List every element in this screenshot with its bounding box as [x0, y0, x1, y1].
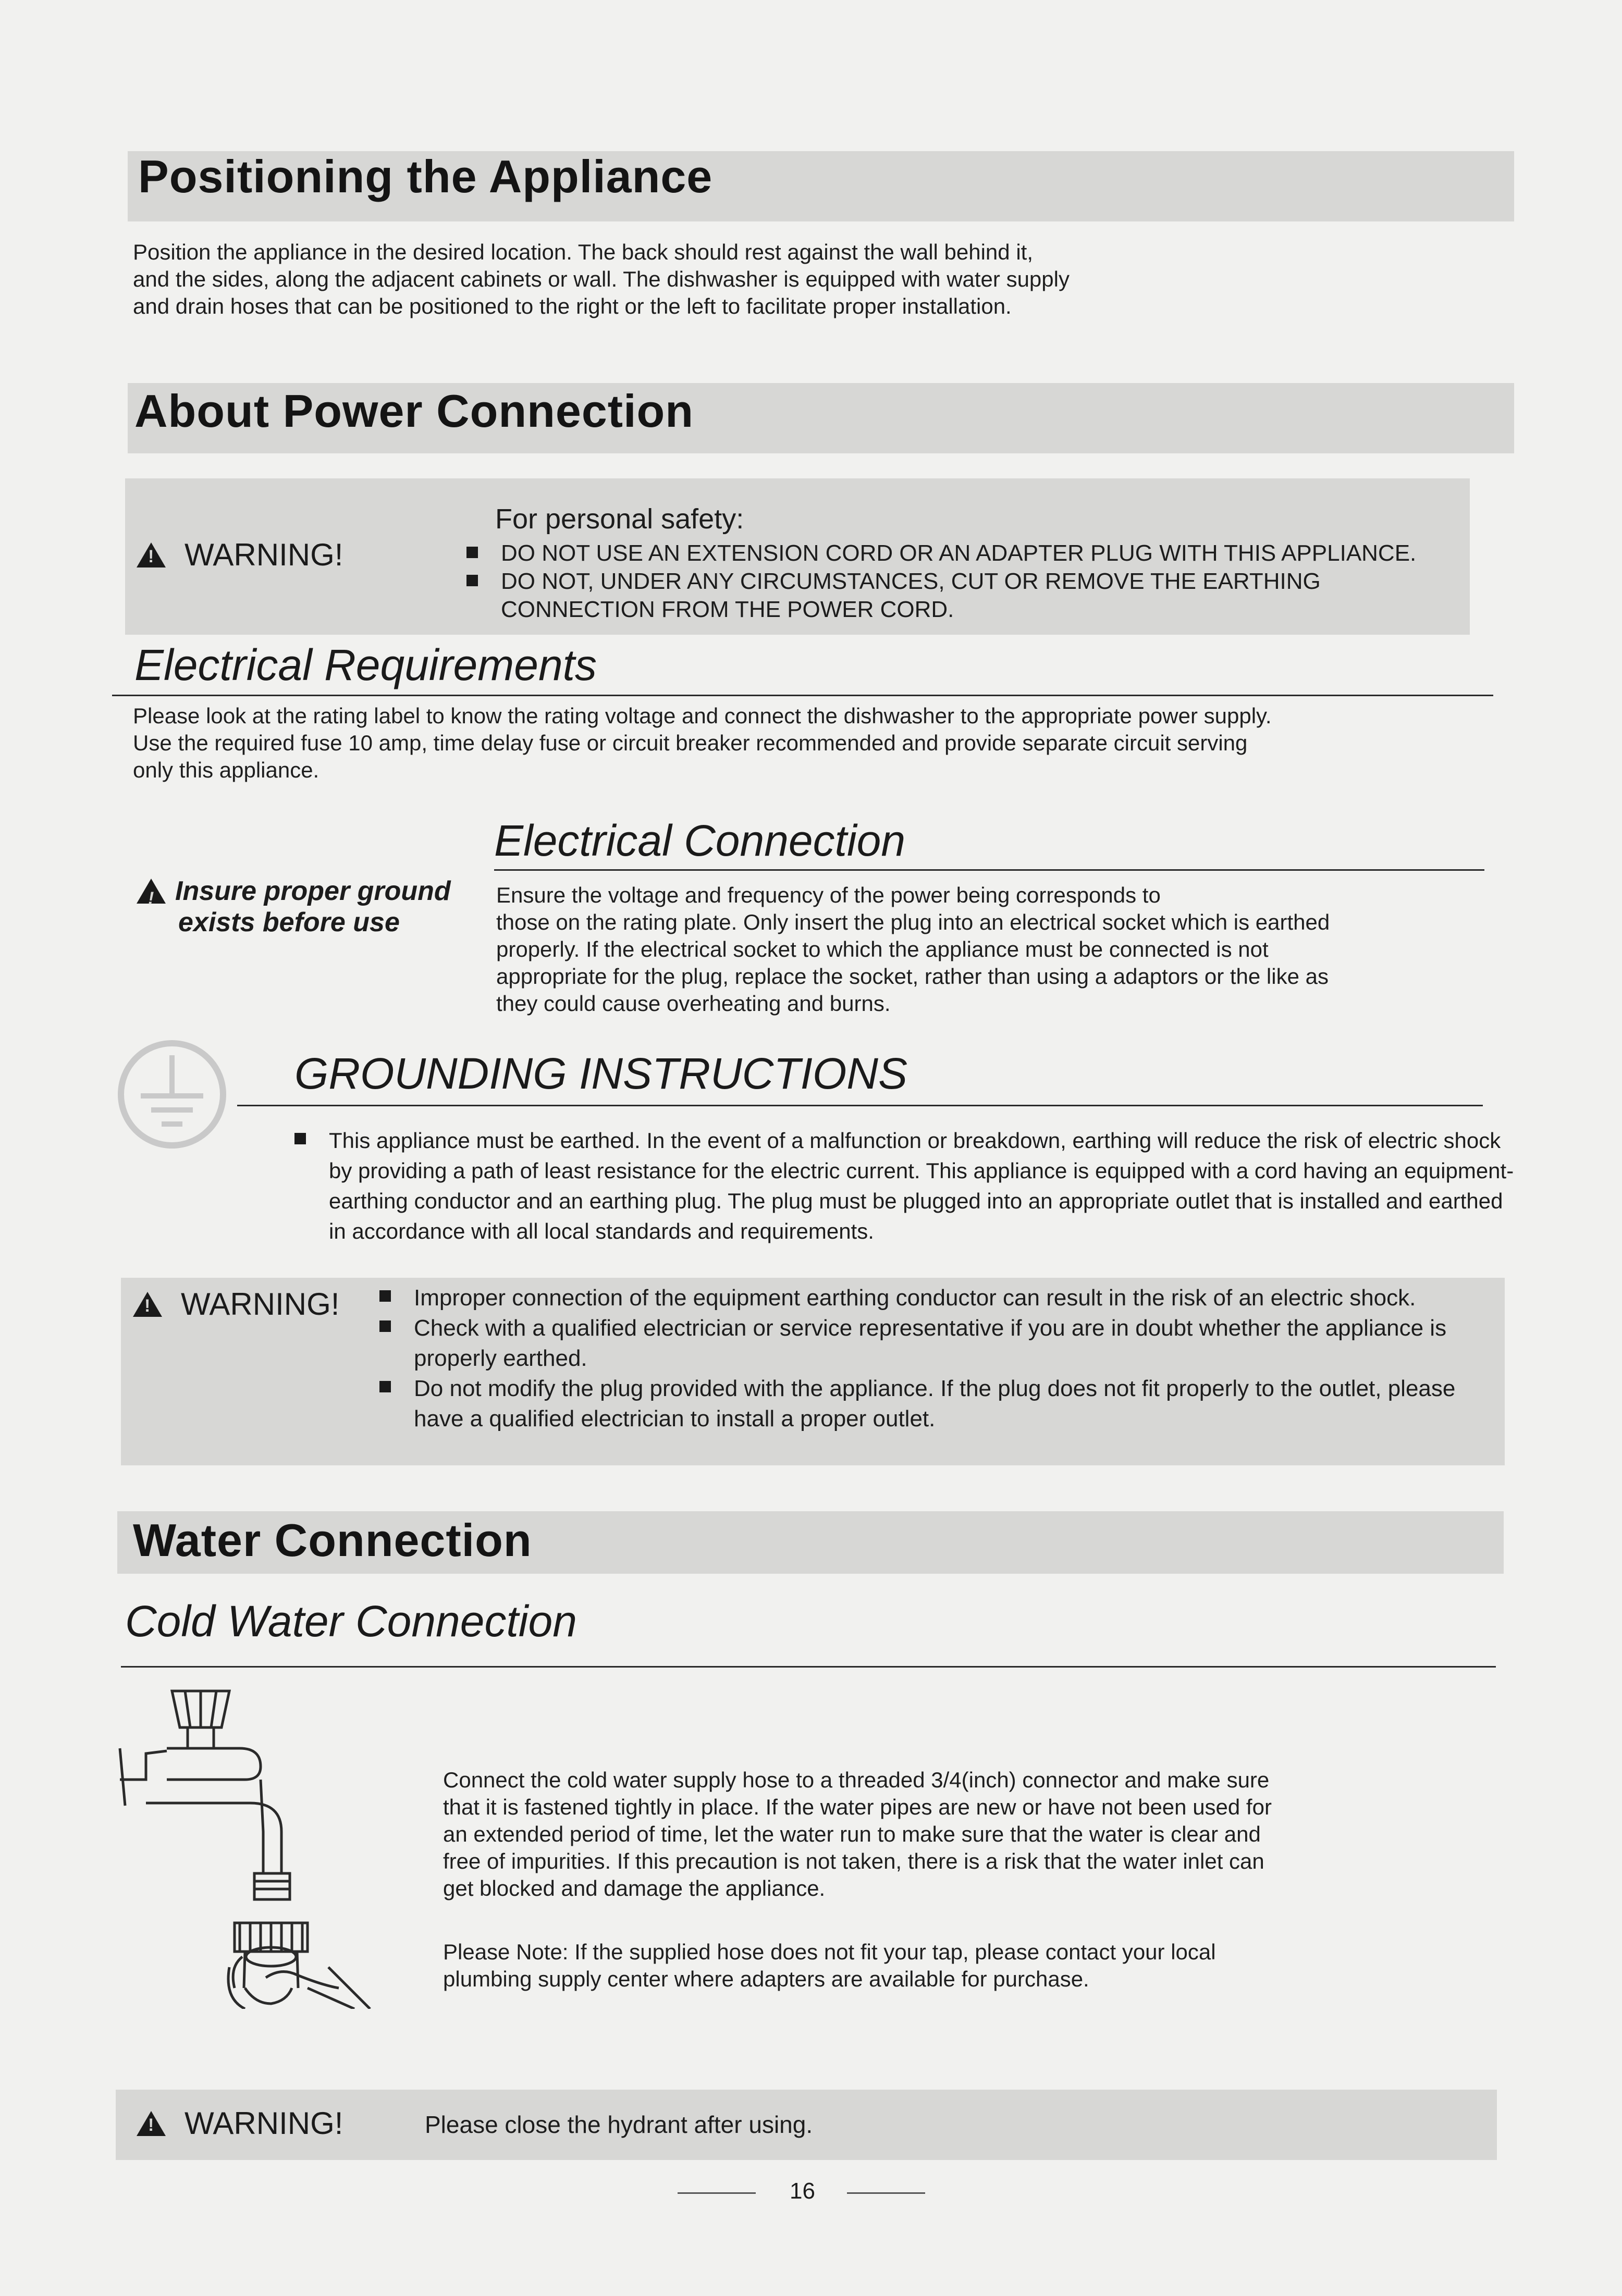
- water-warning-label: ! WARNING!: [137, 2105, 343, 2141]
- cold-water-note: Please Note: If the supplied hose does not fit your tap, please contact your local plumbing supply center where adapters are available for purchase.: [443, 1940, 1216, 1991]
- power-warning-label: ! WARNING!: [137, 537, 343, 573]
- positioning-body: Position the appliance in the desired location. The back should rest against the wall behind it, and the sides, along the adjacent cabinets or wall. The dishwasher is equipped with water supply and drain hoses that can be positioned to the right or the left to facilitate proper installation.: [133, 240, 1070, 318]
- grounding-warning-label: ! WARNING!: [133, 1286, 339, 1322]
- safety-heading: For personal safety:: [495, 503, 744, 535]
- electrical-requirements-body: Please look at the rating label to know the rating voltage and connect the dishwasher to the appropriate power supply. Use the required fuse 10 amp, time delay fuse or circuit breaker recommended and provide separate circuit serving only this appliance.: [133, 703, 1272, 782]
- list-item: DO NOT USE AN EXTENSION CORD OR AN ADAPTER PLUG WITH THIS APPLIANCE.: [466, 539, 1472, 567]
- list-item: Do not modify the plug provided with the appliance. If the plug does not fit properly to the outlet, please have a qualified electrician to install a proper outlet.: [379, 1374, 1464, 1434]
- section-title-electrical-connection: Electrical Connection: [494, 816, 906, 865]
- subsection-title-cold-water: Cold Water Connection: [125, 1597, 577, 1646]
- page-number-rule-right: [847, 2192, 925, 2194]
- section-title-electrical-requirements: Electrical Requirements: [134, 640, 597, 689]
- section-title-positioning: Positioning the Appliance: [138, 151, 713, 202]
- section-title-power: About Power Connection: [134, 385, 694, 437]
- divider: [112, 695, 1493, 696]
- divider: [494, 869, 1484, 871]
- warning-icon: [133, 1292, 162, 1317]
- list-item: Check with a qualified electrician or service representative if you are in doubt whether the appliance is properly earthed.: [379, 1313, 1464, 1374]
- ground-note: ! Insure proper ground exists before use: [137, 875, 451, 938]
- section-title-grounding: GROUNDING INSTRUCTIONS: [294, 1049, 907, 1098]
- warning-icon: [137, 2111, 166, 2136]
- section-title-water: Water Connection: [133, 1514, 532, 1566]
- page-number-rule-left: [678, 2192, 756, 2194]
- electrical-connection-body: Ensure the voltage and frequency of the power being corresponds to those on the rating plate. Only insert the plug into an electrical socket which is earthed properly. If the electrical socket to which the appliance must be connected is not appropriate for the plug, replace the socket, rather than using a adaptors or the like as they could cause overheating and burns.: [496, 883, 1330, 1016]
- cold-water-body: Connect the cold water supply hose to a threaded 3/4(inch) connector and make sure that it is fastened tightly in place. If the water pipes are new or have not been used for an extended period of time, let the water run to make sure that the water is clear and free of impurities. If this precaution is not taken, there is a risk that the water inlet can get blocked and damage the appliance.: [443, 1768, 1272, 1900]
- grounding-warning-list: [379, 1283, 1464, 1434]
- warning-icon: [137, 879, 166, 904]
- list-item: DO NOT, UNDER ANY CIRCUMSTANCES, CUT OR REMOVE THE EARTHING CONNECTION FROM THE POWER CORD.: [466, 567, 1472, 624]
- divider: [121, 1666, 1496, 1668]
- warning-icon: [137, 542, 166, 567]
- divider: [237, 1105, 1483, 1106]
- grounding-list: [294, 1126, 1519, 1246]
- page-number: 16: [790, 2178, 815, 2204]
- ground-symbol-icon: [112, 1034, 232, 1154]
- water-warning-text: Please close the hydrant after using.: [425, 2111, 813, 2138]
- list-item: This appliance must be earthed. In the event of a malfunction or breakdown, earthing will reduce the risk of electric shock by providing a path of least resistance for the electric current. This appliance is equipped with a cord having an equipment-earthing conductor and an earthing plug. The plug must be plugged into an appropriate outlet that is installed and earthed in accordance with all local standards and requirements.: [294, 1126, 1519, 1246]
- list-item: Improper connection of the equipment earthing conductor can result in the risk of an electric shock.: [379, 1283, 1464, 1313]
- faucet-hose-illustration: [109, 1675, 401, 2009]
- power-safety-list: [466, 539, 1472, 624]
